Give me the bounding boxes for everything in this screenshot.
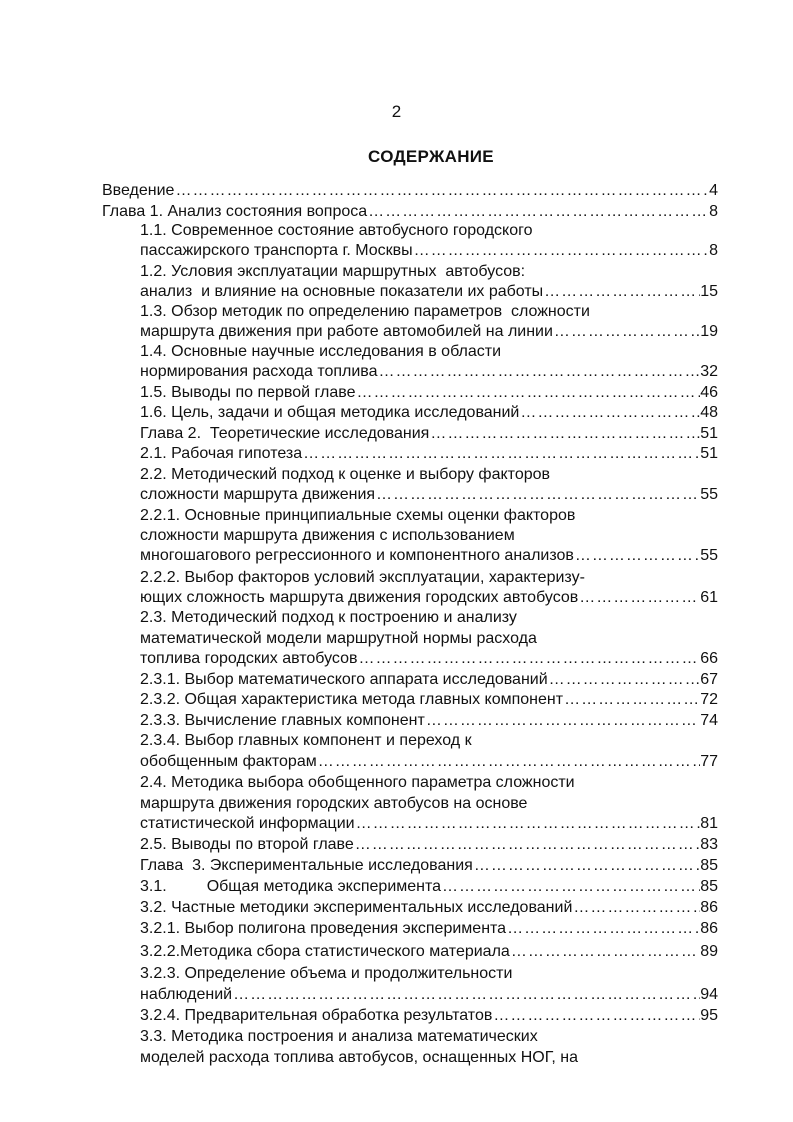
toc-line: [140, 731, 718, 751]
toc-entry: [140, 403, 718, 423]
toc-dot-leader: [354, 835, 700, 855]
toc-dot-leader: [425, 711, 700, 731]
toc-line: [140, 546, 718, 566]
toc-entry-title: 3.2.3. Определение объема и продолжительности: [140, 965, 513, 982]
toc-entry: [140, 444, 718, 464]
toc-entry: [140, 485, 718, 505]
toc-dot-leader: [355, 383, 700, 403]
toc-entry-title: наблюдений: [140, 986, 233, 1003]
toc-dot-leader: [563, 690, 700, 710]
toc-entry: [140, 1048, 578, 1068]
toc-line: [140, 690, 718, 710]
toc-dot-leader: [358, 649, 701, 669]
toc-dot-leader: [553, 322, 700, 342]
toc-line: [140, 794, 718, 814]
toc-entry: [140, 690, 718, 710]
toc-entry: [140, 964, 512, 984]
toc-line: [140, 221, 718, 241]
toc-entry: [140, 302, 590, 322]
toc-entry: [140, 794, 527, 814]
toc-line: [140, 444, 718, 464]
toc-entry-title: 1.5. Выводы по первой главе: [140, 384, 356, 401]
toc-entry-title: 3.1. Общая методика эксперимента: [140, 878, 442, 895]
toc-entry: [140, 568, 585, 588]
toc-dot-leader: [519, 403, 700, 423]
toc-line: [140, 362, 718, 382]
toc-entry-page: 83: [700, 836, 718, 853]
toc-entry-title: 2.3.2. Общая характеристика метода главных компонент: [140, 691, 564, 708]
toc-dot-leader: [441, 877, 700, 897]
toc-entry-title: 2.2.2. Выбор факторов условий эксплуатации, характеризу-: [140, 569, 585, 586]
toc-entry: [102, 202, 718, 222]
toc-entry-page: 15: [700, 283, 718, 300]
toc-line: [140, 919, 718, 939]
toc-entry-title: ющих сложность маршрута движения городских автобусов: [140, 589, 579, 606]
toc-entry-title: статистической информации: [140, 815, 355, 832]
toc-entry: [140, 898, 718, 918]
toc-heading: СОДЕРЖАНИЕ: [368, 147, 494, 166]
toc-entry: [140, 221, 533, 241]
toc-dot-leader: [578, 588, 700, 608]
toc-entry-page: 32: [700, 363, 718, 380]
toc-entry-title: маршрута движения городских автобусов на основе: [140, 795, 528, 812]
toc-entry: [140, 856, 718, 876]
toc-entry: [140, 1027, 538, 1047]
toc-line: [140, 526, 718, 546]
toc-entry: [140, 670, 718, 690]
toc-dot-leader: [378, 362, 701, 382]
toc-entry-title: сложности маршрута движения с использованием: [140, 527, 515, 544]
toc-dot-leader: [174, 181, 709, 201]
toc-line: [140, 964, 718, 984]
toc-entry-title: Глава 1. Анализ состояния вопроса: [102, 203, 368, 220]
toc-dot-leader: [367, 202, 709, 222]
toc-line: [140, 629, 718, 649]
toc-line: [140, 241, 718, 261]
toc-entry-page: 86: [700, 899, 718, 916]
toc-entry-page: 74: [700, 712, 718, 729]
toc-entry-title: 2.3.4. Выбор главных компонент и переход к: [140, 732, 472, 749]
toc-entry: [140, 814, 718, 834]
toc-line: [140, 942, 718, 962]
toc-line: [140, 649, 718, 669]
toc-entry-page: 51: [700, 445, 718, 462]
toc-entry-title: 3.2. Частные методики экспериментальных исследований: [140, 899, 573, 916]
toc-line: [102, 202, 718, 222]
toc-entry: [140, 649, 718, 669]
toc-entry-title: математической модели маршрутной нормы расхода: [140, 630, 537, 647]
toc-line: [140, 424, 718, 444]
toc-entry-page: 55: [700, 486, 718, 503]
toc-entry: [140, 773, 575, 793]
toc-entry-title: 2.3. Методический подход к построению и анализу: [140, 609, 517, 626]
toc-entry: [140, 546, 718, 566]
toc-entry-page: 8: [709, 203, 718, 220]
toc-dot-leader: [572, 898, 700, 918]
toc-entry-page: 19: [700, 323, 718, 340]
toc-line: [140, 568, 718, 588]
toc-line: [140, 985, 718, 1005]
toc-line: [140, 465, 718, 485]
toc-entry-title: 2.2.1. Основные принципиальные схемы оценки факторов: [140, 507, 576, 524]
toc-entry: [140, 835, 718, 855]
toc-entry-title: 2.4. Методика выбора обобщенного параметра сложности: [140, 774, 575, 791]
toc-entry-title: 1.2. Условия эксплуатации маршрутных автобусов:: [140, 263, 526, 280]
toc-entry-page: 67: [700, 671, 718, 688]
toc-dot-leader: [429, 424, 700, 444]
toc-entry: [140, 526, 515, 546]
toc-line: [140, 322, 718, 342]
toc-line: [140, 403, 718, 423]
toc-line: [140, 262, 718, 282]
toc-line: [140, 898, 718, 918]
toc-entry-title: 3.2.1. Выбор полигона проведения эксперимента: [140, 920, 507, 937]
toc-line: [140, 752, 718, 772]
toc-line: [140, 1006, 718, 1026]
toc-line: [140, 711, 718, 731]
toc-line: [140, 1027, 718, 1047]
toc-entry-title: анализ и влияние на основные показатели их работы: [140, 283, 544, 300]
toc-entry-title: 1.4. Основные научные исследования в области: [140, 343, 502, 360]
toc-line: [140, 1048, 718, 1068]
toc-entry-title: моделей расхода топлива автобусов, оснащенных НОГ, на: [140, 1049, 579, 1066]
toc-dot-leader: [473, 856, 700, 876]
toc-entry: [140, 629, 537, 649]
toc-entry-page: 66: [700, 650, 718, 667]
toc-entry: [140, 985, 718, 1005]
toc-line: [140, 773, 718, 793]
toc-entry: [140, 711, 718, 731]
toc-dot-leader: [232, 985, 700, 1005]
toc-line: [140, 856, 718, 876]
toc-entry-title: обобщенным факторам: [140, 753, 317, 770]
toc-dot-leader: [317, 752, 700, 772]
toc-entry-title: 2.3.3. Вычисление главных компонент: [140, 712, 425, 729]
toc-entry: [140, 588, 718, 608]
toc-entry-title: маршрута движения при работе автомобилей на линии: [140, 323, 553, 340]
toc-entry: [140, 752, 718, 772]
toc-line: [140, 835, 718, 855]
toc-entry-page: 95: [700, 1007, 718, 1024]
toc-entry-title: 2.5. Выводы по второй главе: [140, 836, 354, 853]
toc-entry: [140, 942, 718, 962]
toc-entry-title: Глава 3. Экспериментальные исследования: [140, 857, 473, 874]
toc-entry-title: 3.2.4. Предварительная обработка результатов: [140, 1007, 493, 1024]
toc-entry-title: 3.2.2.Методика сбора статистического материала: [140, 943, 510, 960]
toc-entry-page: 86: [700, 920, 718, 937]
toc-entry-page: 72: [700, 691, 718, 708]
toc-dot-leader: [543, 282, 700, 302]
toc-dot-leader: [574, 546, 700, 566]
toc-entry-page: 55: [700, 547, 718, 564]
page-number: 2: [391, 102, 402, 121]
toc-entry-title: 2.3.1. Выбор математического аппарата исследований: [140, 671, 548, 688]
toc-entry: [102, 181, 718, 201]
toc-entry: [140, 424, 718, 444]
toc-entry: [140, 262, 525, 282]
toc-entry: [140, 383, 718, 403]
toc-entry-title: многошагового регрессионного и компонентного анализов: [140, 547, 574, 564]
toc-entry: [140, 241, 718, 261]
toc-dot-leader: [492, 1006, 700, 1026]
toc-entry-title: 1.6. Цель, задачи и общая методика исследований: [140, 404, 520, 421]
toc-entry-title: 2.1. Рабочая гипотеза: [140, 445, 303, 462]
toc-line: [140, 814, 718, 834]
toc-line: [140, 670, 718, 690]
toc-entry: [140, 608, 517, 628]
toc-dot-leader: [506, 919, 700, 939]
toc-entry-page: 81: [700, 815, 718, 832]
toc-entry-title: Введение: [102, 182, 175, 199]
toc-entry-title: сложности маршрута движения: [140, 486, 376, 503]
toc-entry-page: 51: [700, 425, 718, 442]
toc-entry-page: 48: [700, 404, 718, 421]
toc-line: [102, 181, 718, 201]
toc-entry-page: 8: [709, 242, 718, 259]
toc-line: [140, 302, 718, 322]
toc-entry-title: топлива городских автобусов: [140, 650, 358, 667]
toc-entry-title: нормирования расхода топлива: [140, 363, 378, 380]
toc-entry: [140, 506, 575, 526]
toc-entry: [140, 465, 550, 485]
toc-line: [140, 342, 718, 362]
toc-dot-leader: [375, 485, 700, 505]
toc-line: [140, 506, 718, 526]
toc-line: [140, 282, 718, 302]
toc-entry: [140, 362, 718, 382]
toc-entry: [140, 1006, 718, 1026]
toc-dot-leader: [355, 814, 701, 834]
toc-entry-page: 46: [700, 384, 718, 401]
toc-dot-leader: [510, 942, 700, 962]
toc-dot-leader: [548, 670, 701, 690]
toc-entry-page: 61: [700, 589, 718, 606]
toc-line: [140, 485, 718, 505]
toc-line: [140, 608, 718, 628]
toc-entry: [140, 322, 718, 342]
toc-entry: [140, 877, 718, 897]
toc-entry-title: пассажирского транспорта г. Москвы: [140, 242, 413, 259]
toc-entry-title: 1.1. Современное состояние автобусного городского: [140, 222, 533, 239]
toc-entry-page: 85: [700, 857, 718, 874]
toc-line: [140, 588, 718, 608]
toc-dot-leader: [302, 444, 700, 464]
toc-entry-title: 1.3. Обзор методик по определению параметров сложности: [140, 303, 590, 320]
toc-entry-title: Глава 2. Теоретические исследования: [140, 425, 430, 442]
toc-entry: [140, 282, 718, 302]
toc-entry-title: 3.3. Методика построения и анализа математических: [140, 1028, 538, 1045]
toc-entry-title: 2.2. Методический подход к оценке и выбору факторов: [140, 466, 551, 483]
toc-line: [140, 877, 718, 897]
toc-entry: [140, 919, 718, 939]
toc-dot-leader: [413, 241, 709, 261]
toc-entry: [140, 731, 472, 751]
toc-entry: [140, 342, 501, 362]
toc-entry-page: 94: [700, 986, 718, 1003]
toc-entry-page: 77: [700, 753, 718, 770]
toc-line: [140, 383, 718, 403]
toc-entry-page: 85: [700, 878, 718, 895]
toc-entry-page: 89: [700, 943, 718, 960]
toc-entry-page: 4: [709, 182, 718, 199]
